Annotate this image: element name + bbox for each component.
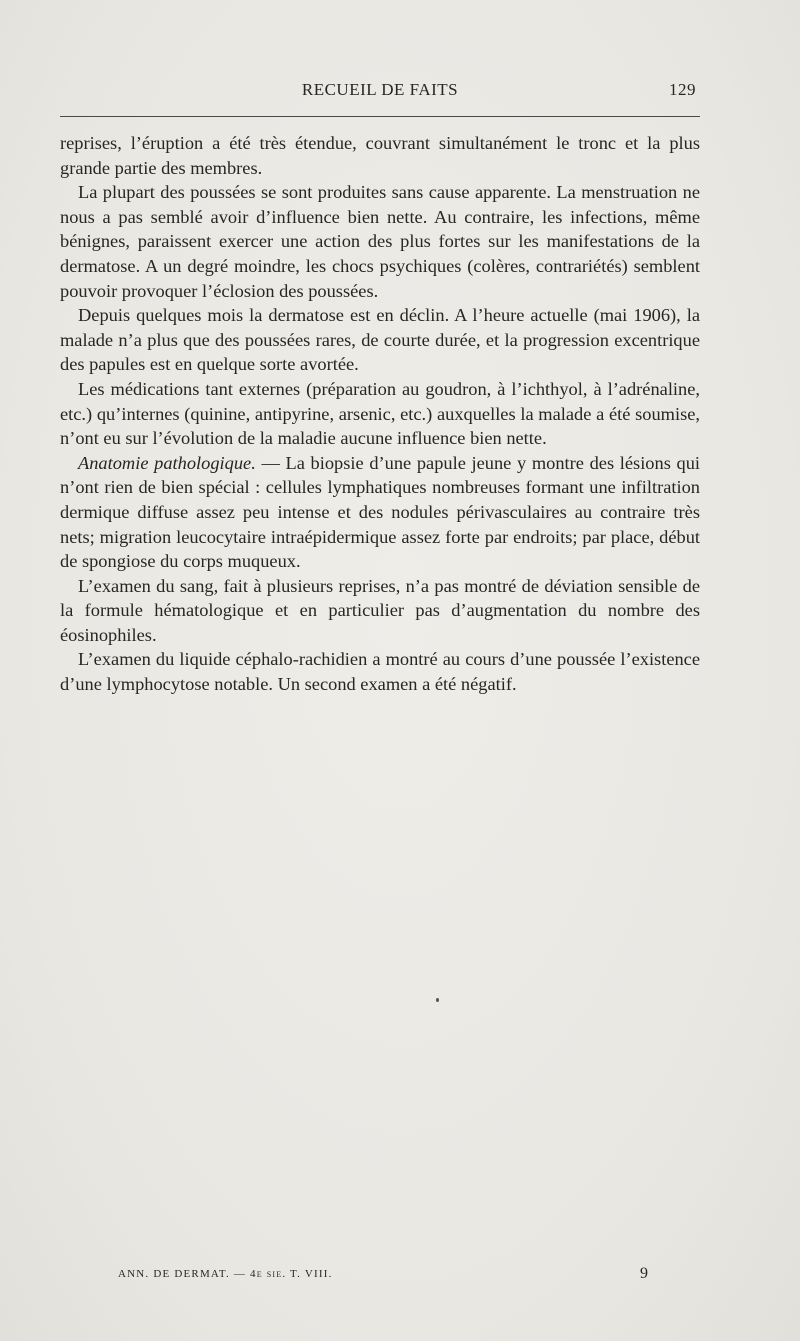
paragraph-5-text: — La biopsie d’une papule jeune y montre des lésions qui n’ont rien de bien spécial : cellules lymphatiques nombreuses formant une infiltration dermique diffuse assez peu intense et des nodules périvasculaires au contraire très nets; migration leucocytaire intraépidermique assez forte par endroits; par place, début de spongiose du corps muqueux. bbox=[60, 452, 701, 572]
header-rule bbox=[60, 116, 700, 117]
section-heading-anatomie: Anatomie pathologique. bbox=[78, 452, 256, 473]
paragraph-1: reprises, l’éruption a été très étendue, couvrant simultanément le tronc et la plus grande partie des membres. bbox=[60, 133, 700, 178]
paragraph-6: L’examen du sang, fait à plusieurs reprises, n’a pas montré de déviation sensible de la formule hématologique et en particulier pas d’augmentation du nombre des éosinophiles. bbox=[60, 575, 700, 645]
body-text bbox=[60, 131, 700, 697]
paragraph-7: L’examen du liquide céphalo-rachidien a montré au cours d’une poussée l’existence d’une lymphocytose notable. Un second examen a été négatif. bbox=[60, 649, 700, 695]
journal-citation: ANN. DE DERMAT. — 4e sie. T. VIII. bbox=[118, 1268, 333, 1280]
signature-mark: 9 bbox=[640, 1265, 648, 1282]
paragraph-2: La plupart des poussées se sont produites sans cause apparente. La menstruation ne nous a pas semblé avoir d’influence bien nette. Au contraire, les infections, même bénignes, paraissent exercer une action des plus fortes sur les manifestations de la dermatose. A un degré moindre, les chocs psychiques (colères, contrariétés) semblent pouvoir provoquer l’éclosion des poussées. bbox=[60, 182, 700, 301]
page-footer bbox=[118, 1265, 648, 1287]
paragraph-3: Depuis quelques mois la dermatose est en déclin. A l’heure actuelle (mai 1906), la malade n’a plus que des poussées rares, de courte durée, et la progression excentrique des papules est en quelque sorte avortée. bbox=[60, 305, 700, 375]
paragraph-4: Les médications tant externes (préparation au goudron, à l’ichthyol, à l’adrénaline, etc.) qu’internes (quinine, antipyrine, arsenic, etc.) auxquelles la malade a été soumise, n’ont eu sur l’évolution de la maladie aucune influence bien nette. bbox=[60, 378, 700, 449]
page-number: 129 bbox=[669, 80, 696, 99]
ink-speck bbox=[436, 998, 439, 1002]
paragraph-5 bbox=[60, 451, 700, 574]
running-title: RECUEIL DE FAITS bbox=[301, 80, 459, 99]
running-head bbox=[60, 80, 700, 104]
